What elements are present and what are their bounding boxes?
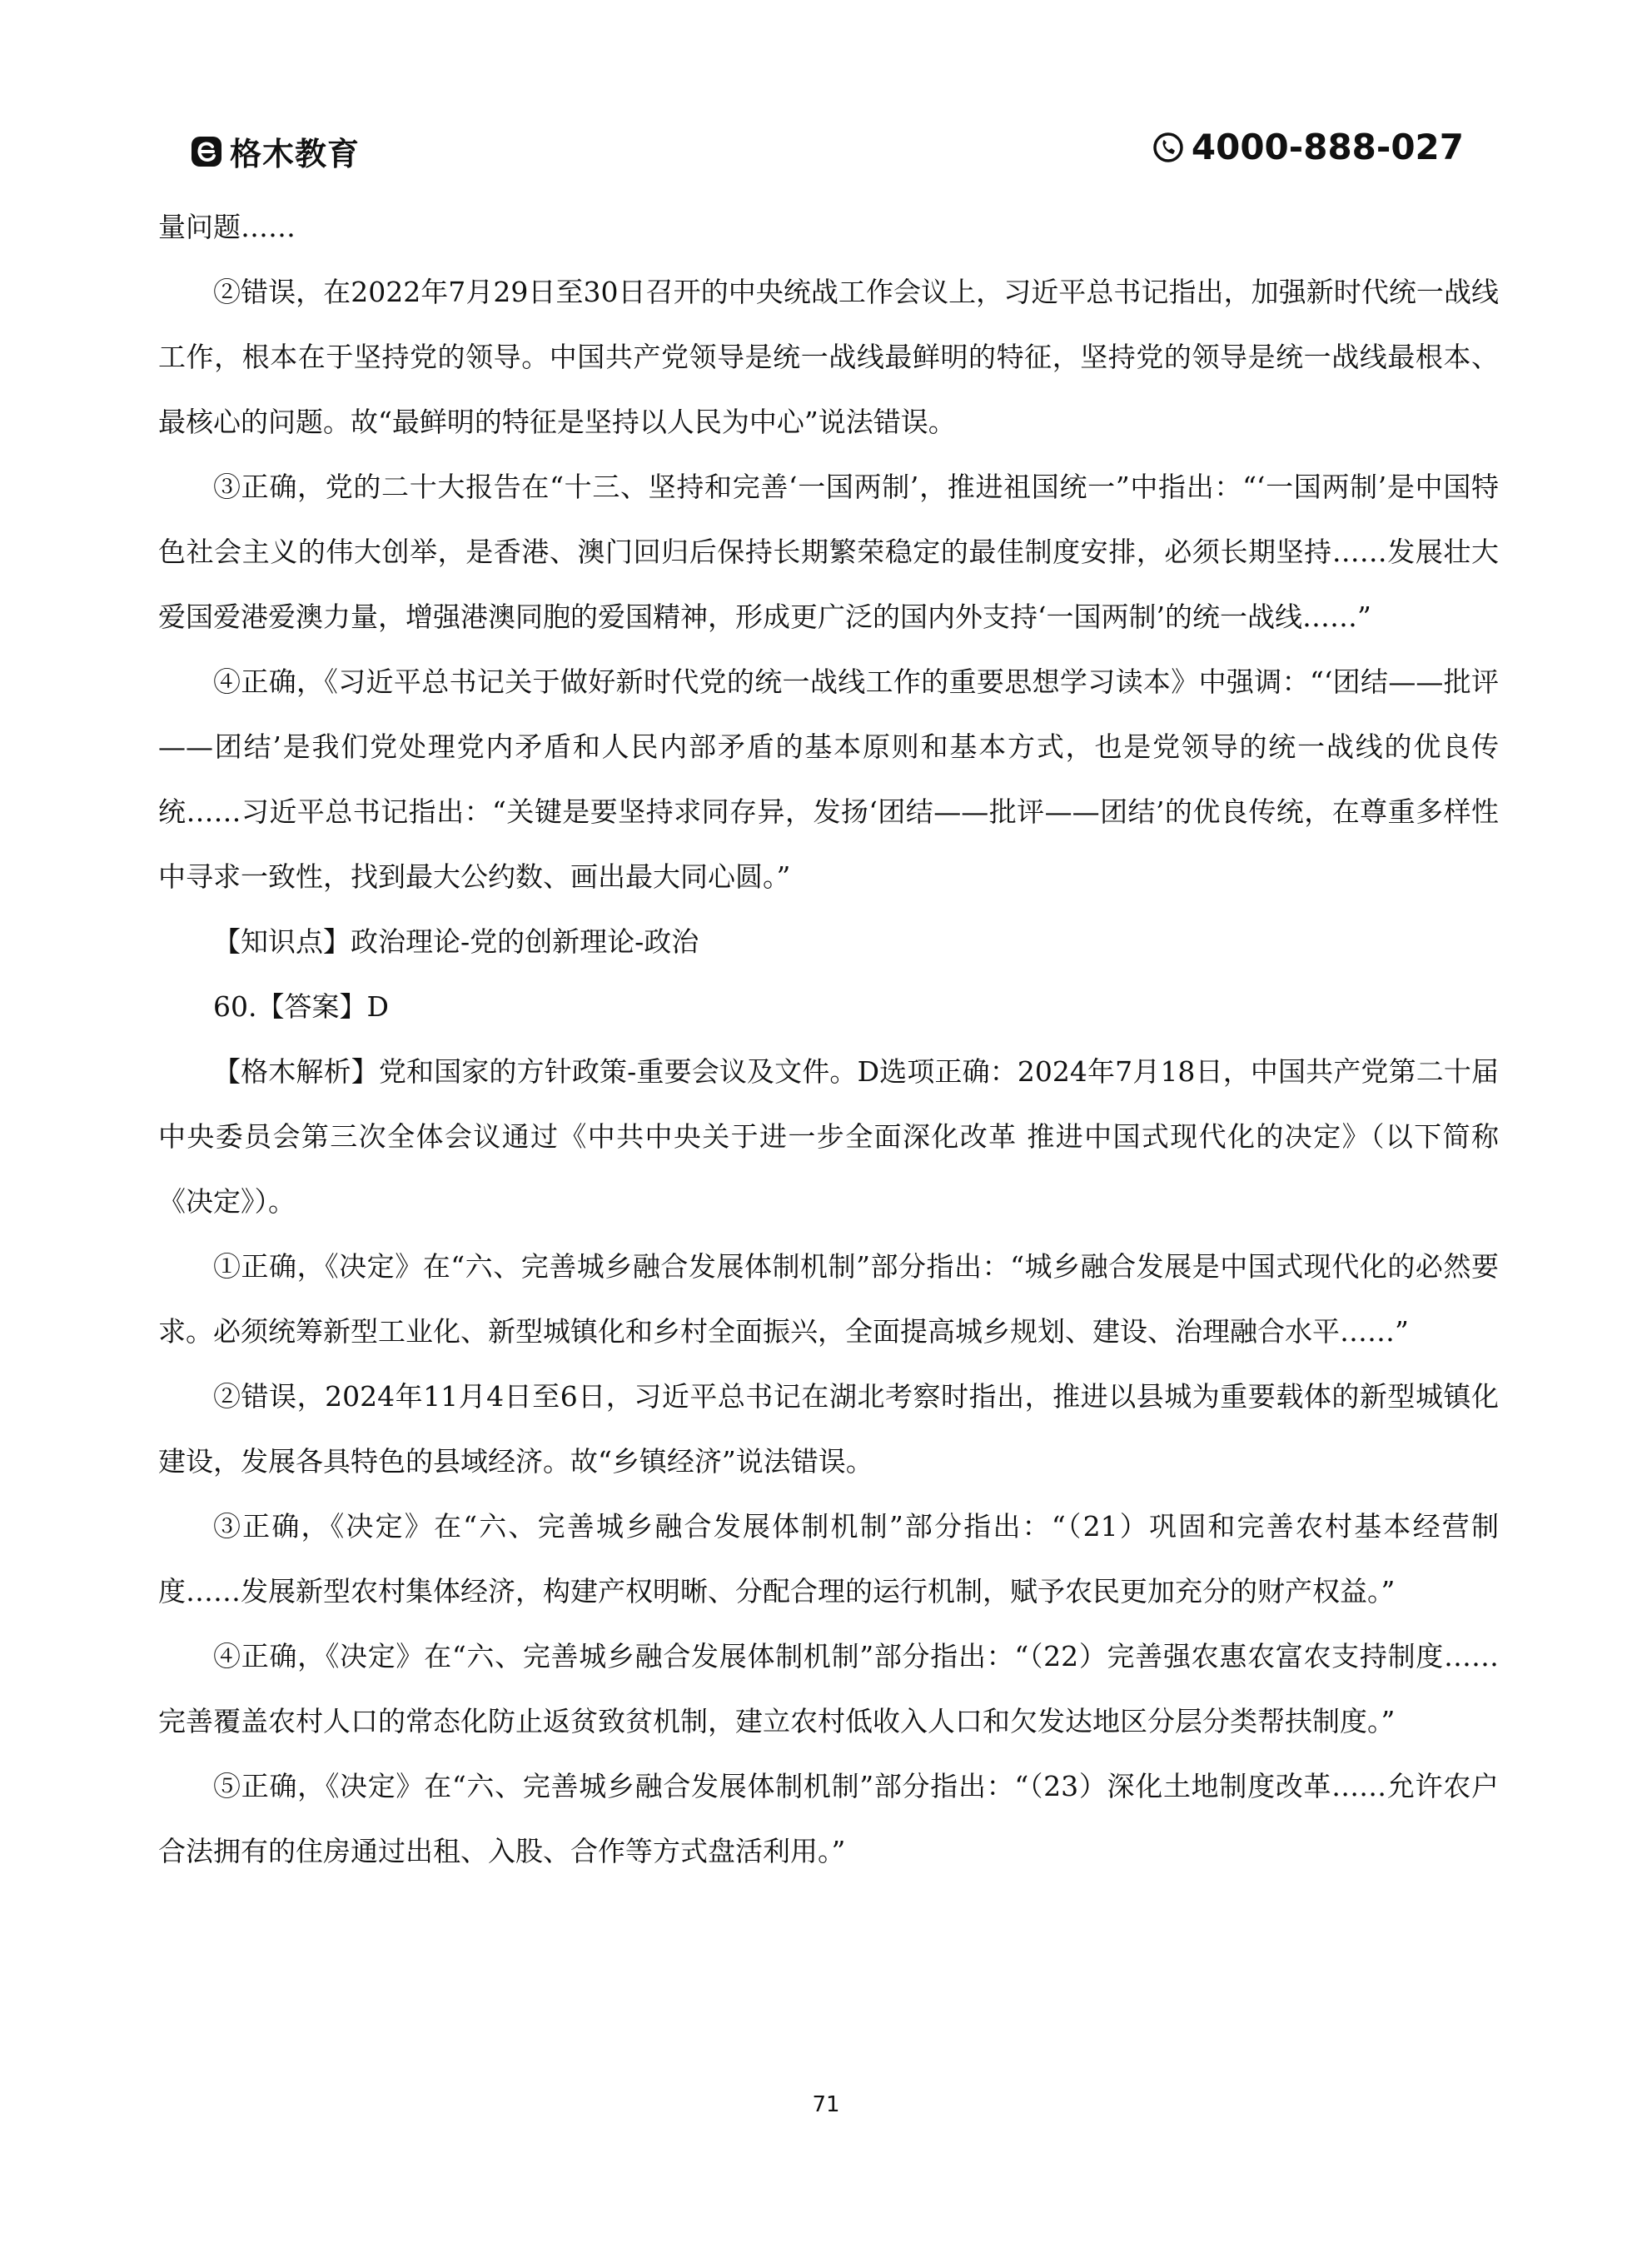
knowledge-point: 【知识点】政治理论-党的创新理论-政治 xyxy=(213,925,699,958)
paragraph: ③正确，《决定》在“六、完善城乡融合发展体制机制”部分指出：“（21）巩固和完善农村基本经营制度……发展新型农村集体经济，构建产权明晰、分配合理的运行机制，赋予农民更加充分的财产权益。” xyxy=(158,1510,1499,1607)
brand-logo-icon xyxy=(190,135,223,168)
paragraph: ⑤正确，《决定》在“六、完善城乡融合发展体制机制”部分指出：“（23）深化土地制度改革……允许农户合法拥有的住房通过出租、入股、合作等方式盘活利用。” xyxy=(158,1770,1499,1867)
paragraph: ①正确，《决定》在“六、完善城乡融合发展体制机制”部分指出：“城乡融合发展是中国式现代化的必然要求。必须统筹新型工业化、新型城镇化和乡村全面振兴，全面提高城乡规划、建设、治理融合水平……” xyxy=(158,1250,1499,1348)
paragraph: ②错误，2024年11月4日至6日，习近平总书记在湖北考察时指出，推进以县城为重要载体的新型城镇化建设，发展各具特色的县域经济。故“乡镇经济”说法错误。 xyxy=(158,1380,1499,1478)
brand-name: 格木教育 xyxy=(230,136,361,172)
phone-icon xyxy=(1152,131,1185,164)
phone-number: 4000-888-027 xyxy=(1191,127,1464,167)
analysis-paragraph: 【格木解析】党和国家的方针政策-重要会议及文件。D选项正确：2024年7月18日，中国共产党第二十届中央委员会第三次全体会议通过《中共中央关于进一步全面深化改革 推进中国式现代化的决定》（以下简称《决定》）。 xyxy=(158,1055,1499,1218)
paragraph: ③正确，党的二十大报告在“十三、坚持和完善‘一国两制’，推进祖国统一”中指出：“‘一国两制’是中国特色社会主义的伟大创举，是香港、澳门回归后保持长期繁荣稳定的最佳制度安排，必须长期坚持……发展壮大爱国爱港爱澳力量，增强港澳同胞的爱国精神，形成更广泛的国内外支持‘一国两制’的统一战线……” xyxy=(158,471,1499,633)
page-number: 71 xyxy=(812,2092,840,2117)
paragraph: ②错误，在2022年7月29日至30日召开的中央统战工作会议上，习近平总书记指出，加强新时代统一战线工作，根本在于坚持党的领导。中国共产党领导是统一战线最鲜明的特征，坚持党的领导是统一战线最根本、最核心的问题。故“最鲜明的特征是坚持以人民为中心”说法错误。 xyxy=(158,276,1499,438)
brand-logo xyxy=(190,128,360,174)
phone-contact xyxy=(1152,127,1464,167)
document-body xyxy=(158,195,1499,1884)
paragraph: ④正确，《习近平总书记关于做好新时代党的统一战线工作的重要思想学习读本》中强调：“‘团结——批评——团结’是我们党处理党内矛盾和人民内部矛盾的基本原则和基本方式，也是党领导的统一战线的优良传统……习近平总书记指出：“关键是要坚持求同存异，发扬‘团结——批评——团结’的优良传统，在尊重多样性中寻求一致性，找到最大公约数、画出最大同心圆。” xyxy=(158,665,1499,893)
answer-heading: 60.【答案】D xyxy=(213,990,389,1023)
paragraph: ④正确，《决定》在“六、完善城乡融合发展体制机制”部分指出：“（22）完善强农惠农富农支持制度……完善覆盖农村人口的常态化防止返贫致贫机制，建立农村低收入人口和欠发达地区分层分类帮扶制度。” xyxy=(158,1640,1499,1737)
page-header xyxy=(190,125,1464,178)
paragraph: 量问题…… xyxy=(158,211,296,243)
